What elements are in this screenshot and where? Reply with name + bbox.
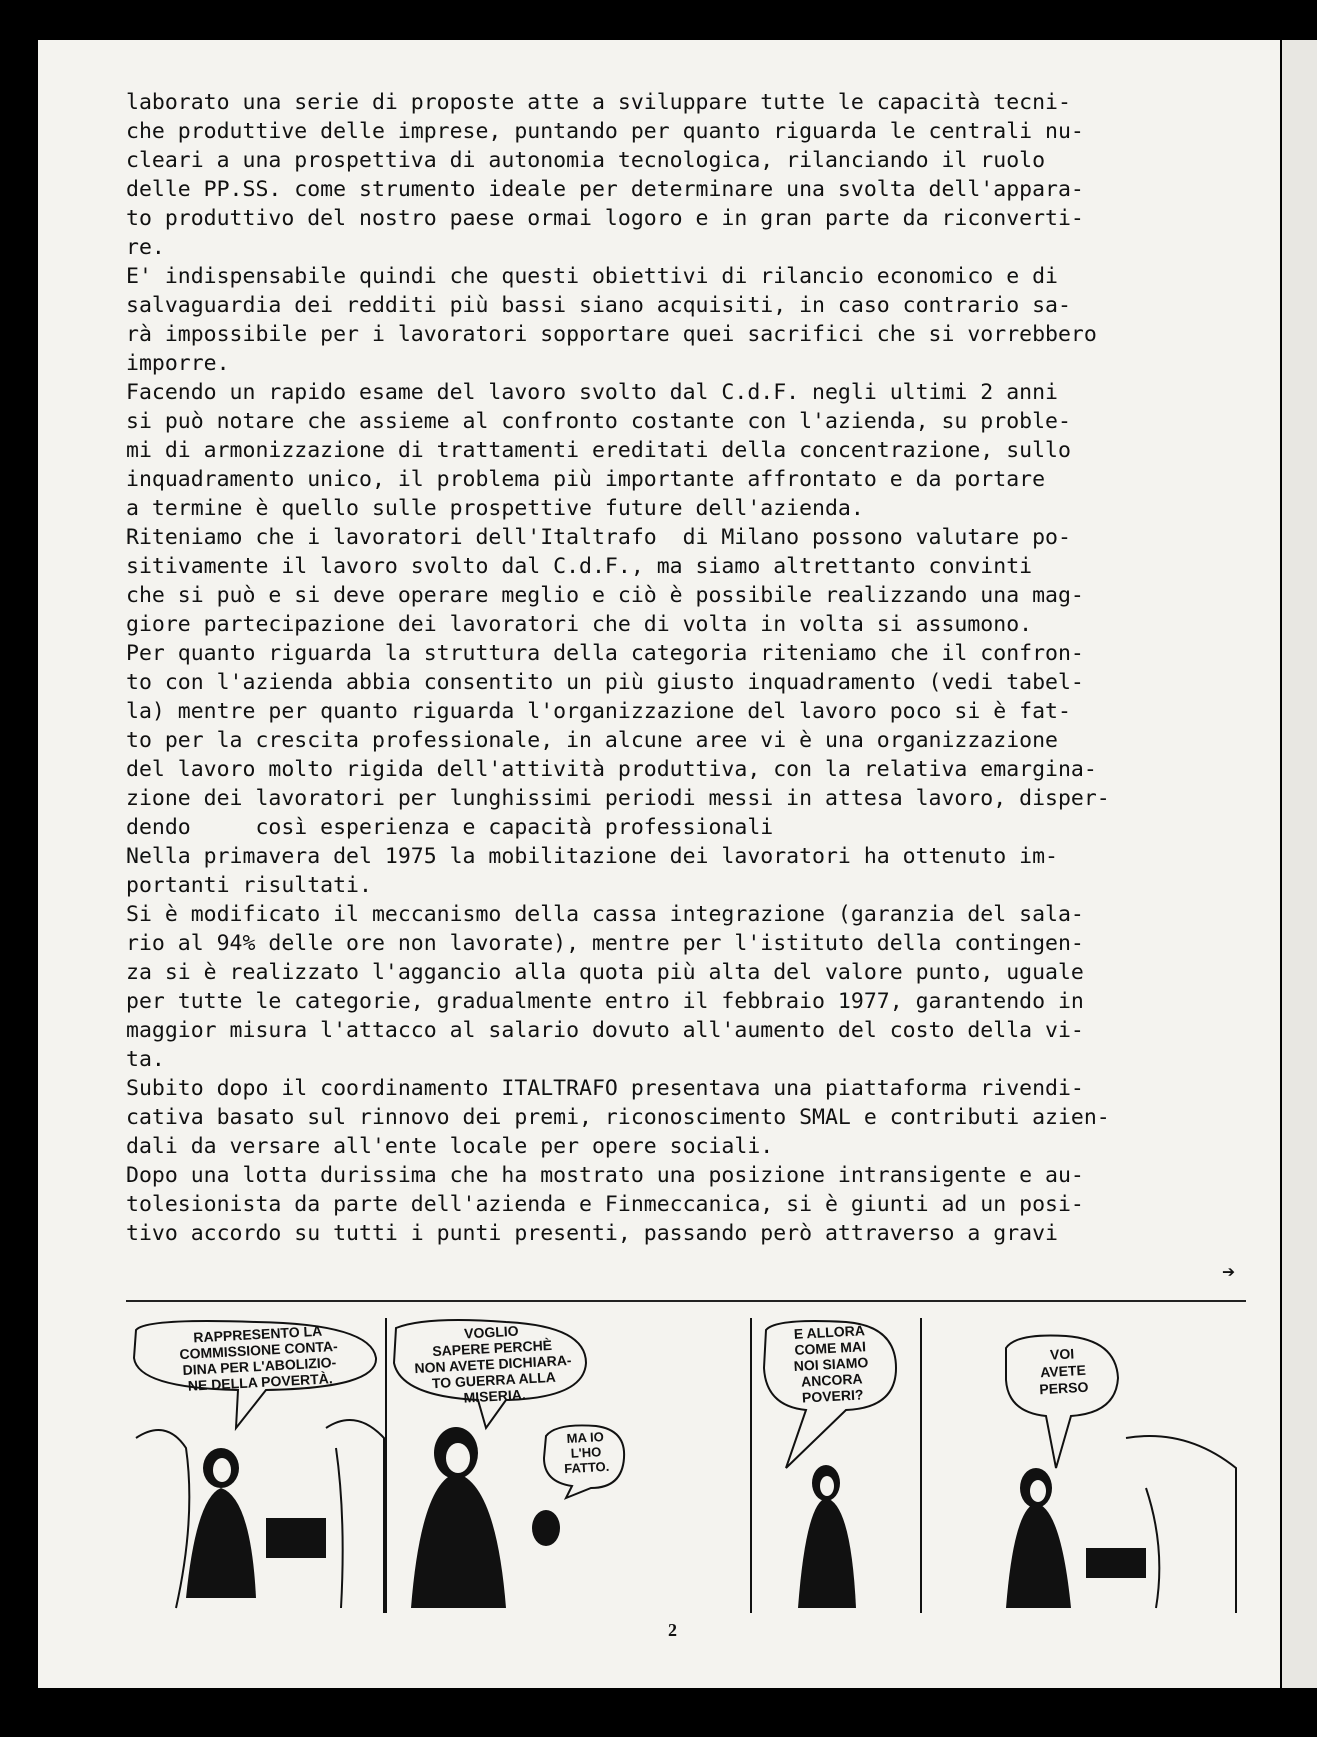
- text-line: cativa basato sul rinnovo dei premi, riconoscimento SMAL e contributi azien-: [126, 1105, 1110, 1130]
- text-line: delle PP.SS. come strumento ideale per determinare una svolta dell'appara-: [126, 177, 1084, 202]
- text-line: E' indispensabile quindi che questi obiettivi di rilancio economico e di: [126, 264, 1058, 289]
- text-line: Subito dopo il coordinamento ITALTRAFO presentava una piattaforma rivendi-: [126, 1076, 1084, 1101]
- article-body: [126, 88, 1276, 1248]
- text-line: rà impossibile per i lavoratori sopportare quei sacrifici che si vorrebbero: [126, 322, 1097, 347]
- panel1-caption: RAPPRESENTO LA COMMISSIONE CONTA- DINA PER L'ABOLIZIO- NE DELLA POVERTÀ.: [179, 1322, 339, 1394]
- text-line: cleari a una prospettiva di autonomia tecnologica, rilanciando il ruolo: [126, 148, 1046, 173]
- text-line: che produttive delle imprese, puntando per quanto riguarda le centrali nu-: [126, 119, 1084, 144]
- continue-arrow-icon: ➔: [1222, 1260, 1236, 1285]
- text-line: mi di armonizzazione di trattamenti ereditati della concentrazione, sullo: [126, 438, 1071, 463]
- text-line: re.: [126, 235, 165, 260]
- text-line: to produttivo del nostro paese ormai logoro e in gran parte da riconverti-: [126, 206, 1084, 231]
- text-line: del lavoro molto rigida dell'attività produttiva, con la relativa emargina-: [126, 757, 1097, 782]
- text-line: giore partecipazione dei lavoratori che di volta in volta si assumono.: [126, 612, 1033, 637]
- text-line: rio al 94% delle ore non lavorate), mentre per l'istituto della contingen-: [126, 931, 1084, 956]
- text-line: dendo così esperienza e capacità professionali: [126, 815, 774, 840]
- text-line: dali da versare all'ente locale per opere sociali.: [126, 1134, 774, 1159]
- text-line: si può notare che assieme al confronto costante con l'azienda, su proble-: [126, 409, 1071, 434]
- text-line: Per quanto riguarda la struttura della categoria riteniamo che il confron-: [126, 641, 1084, 666]
- section-divider: [126, 1300, 1246, 1302]
- text-line: per tutte le categorie, gradualmente entro il febbraio 1977, garantendo in: [126, 989, 1084, 1014]
- panel4-caption: VOI AVETE PERSO: [1038, 1345, 1089, 1398]
- text-line: Si è modificato il meccanismo della cassa integrazione (garanzia del sala-: [126, 902, 1084, 927]
- text-line: tivo accordo su tutti i punti presenti, passando però attraverso a gravi: [126, 1221, 1058, 1246]
- next-page-edge: [1282, 40, 1317, 1688]
- text-line: ta.: [126, 1047, 165, 1072]
- text-line: che si può e si deve operare meglio e ciò è possibile realizzando una mag-: [126, 583, 1084, 608]
- text-line: laborato una serie di proposte atte a sviluppare tutte le capacità tecni-: [126, 90, 1071, 115]
- text-line: za si è realizzato l'aggancio alla quota più alta del valore punto, uguale: [126, 960, 1084, 985]
- panel2-caption: VOGLIO SAPERE PERCHÈ NON AVETE DICHIARA- TO GUERRA ALLA MISERIA.: [414, 1322, 572, 1406]
- text-line: Riteniamo che i lavoratori dell'Italtrafo di Milano possono valutare po-: [126, 525, 1071, 550]
- text-line: to con l'azienda abbia consentito un più giusto inquadramento (vedi tabel-: [126, 670, 1084, 695]
- panel3-caption: E ALLORA COME MAI NOI SIAMO ANCORA POVERI?: [793, 1322, 869, 1406]
- text-line: salvaguardia dei redditi più bassi siano acquisiti, in caso contrario sa-: [126, 293, 1071, 318]
- text-line: a termine è quello sulle prospettive future dell'azienda.: [126, 496, 864, 521]
- text-line: to per la crescita professionale, in alcune aree vi è una organizzazione: [126, 728, 1058, 753]
- text-line: imporre.: [126, 351, 230, 376]
- text-line: portanti risultati.: [126, 873, 372, 898]
- text-line: Facendo un rapido esame del lavoro svolto dal C.d.F. negli ultimi 2 anni: [126, 380, 1058, 405]
- text-line: maggior misura l'attacco al salario dovuto all'aumento del costo della vi-: [126, 1018, 1084, 1043]
- text-line: tolesionista da parte dell'azienda e Finmeccanica, si è giunti ad un posi-: [126, 1192, 1084, 1217]
- text-line: la) mentre per quanto riguarda l'organizzazione del lavoro poco si è fat-: [126, 699, 1071, 724]
- cartoon-strip: [126, 1318, 1246, 1618]
- text-line: Nella primavera del 1975 la mobilitazione dei lavoratori ha ottenuto im-: [126, 844, 1058, 869]
- text-line: Dopo una lotta durissima che ha mostrato una posizione intransigente e au-: [126, 1163, 1084, 1188]
- text-line: inquadramento unico, il problema più importante affrontato e da portare: [126, 467, 1046, 492]
- page-number: 2: [668, 1620, 677, 1640]
- text-line: sitivamente il lavoro svolto dal C.d.F., ma siamo altrettanto convinti: [126, 554, 1033, 579]
- panel2-reply: MA IO L'HO FATTO.: [563, 1429, 610, 1477]
- text-line: zione dei lavoratori per lunghissimi periodi messi in attesa lavoro, disper-: [126, 786, 1110, 811]
